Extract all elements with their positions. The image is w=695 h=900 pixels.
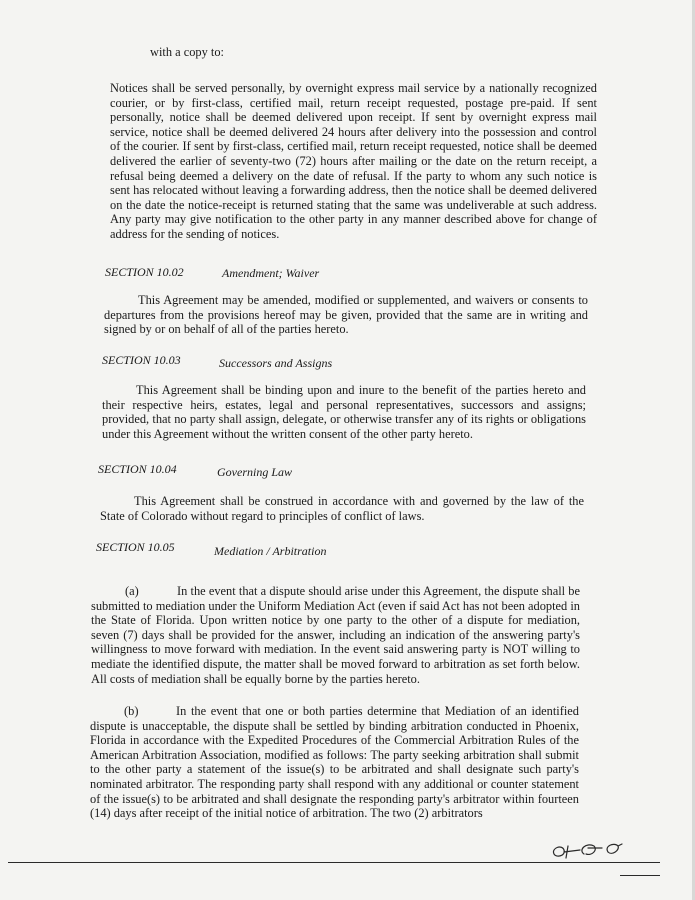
section-body: This Agreement shall be construed in accordance with and governed by the law of the State of Colorado without regard to principles of conflict of laws. (100, 494, 584, 523)
subsection-text: In the event that a dispute should arise under this Agreement, the dispute shall be submitted to mediation under the Uniform Mediation Act (even if said Act has not been adopted in the State of Florida. Upon written notice by one party to the other of a dispute for mediation, seven (7) days shall be provided for the answer, including an indication of the answering party's willingness to move forward with mediation. In the event said answering party is NOT willing to mediate the identified dispute, the matter shall be moved forward to arbitration as set forth below. All costs of mediation shall be equally borne by the parties hereto. (91, 584, 580, 686)
section-title: Successors and Assigns (219, 356, 333, 370)
subsection-text: In the event that one or both parties determine that Mediation of an identified dispute is unacceptable, the dispute shall be settled by binding arbitration conducted in Phoenix, Florida in accordance with the Expedited Procedures of the Commercial Arbitration Rules of the American Arbitration Association, modified as follows: The party seeking arbitration shall submit to the other party a statement of the issue(s) to be arbitrated and shall designate such party's nominated arbitrator. The responding party shall respond with any additional or counter statement of the issue(s) to be arbitrated and shall designate the responding party's arbitrator within fourteen (14) days after receipt of the initial notice of arbitration. The two (2) arbitrators (90, 704, 579, 821)
notices-paragraph: Notices shall be served personally, by overnight express mail service by a nationally recognized courier, or by first-class, certified mail, return receipt requested, postage pre-paid. If sent personally, notice shall be deemed delivered upon receipt. If sent by overnight express mail service, notice shall be deemed delivered 24 hours after delivery into the possession and control of the courier. If sent by first-class, certified mail, return receipt requested, notice shall be deemed delivered the earlier of seventy-two (72) hours after mailing or the date on the return receipt, a refusal being deemed a delivery on the date of refusal. If the party to whom any such notice is sent has relocated without leaving a forwarding address, then the notice shall be deemed delivered on the date the notice-receipt is returned stating that the same was undeliverable at such address. Any party may give notification to the other party in any manner described above for change of address for the sending of notices. (110, 81, 597, 241)
subsection-label: (a) (125, 584, 139, 598)
section-number: SECTION 10.03 (102, 353, 181, 367)
section-body: This Agreement may be amended, modified or supplemented, and waivers or consents to departures from the provisions hereof may be given, provided that the same are in writing and signed by or on behalf of all of the parties hereto. (104, 293, 588, 337)
section-number: SECTION 10.04 (98, 462, 177, 476)
subsection-b (90, 704, 579, 821)
subsection-a (91, 584, 580, 686)
section-body: This Agreement shall be binding upon and inure to the benefit of the parties hereto and their respective heirs, estates, legal and personal representatives, successors and assigns; provided, that no party shall assign, delegate, or otherwise transfer any of its rights or obligations under this Agreement without the written consent of the other party hereto. (102, 383, 586, 441)
section-title: Governing Law (217, 465, 292, 479)
section-number: SECTION 10.05 (96, 540, 175, 554)
initials-underline (620, 875, 660, 876)
subsection-label: (b) (124, 704, 139, 718)
section-title: Mediation / Arbitration (214, 544, 327, 558)
intro-line: with a copy to: (150, 45, 224, 59)
handwritten-initials (548, 836, 628, 864)
section-number: SECTION 10.02 (105, 265, 184, 279)
section-title: Amendment; Waiver (222, 266, 320, 280)
